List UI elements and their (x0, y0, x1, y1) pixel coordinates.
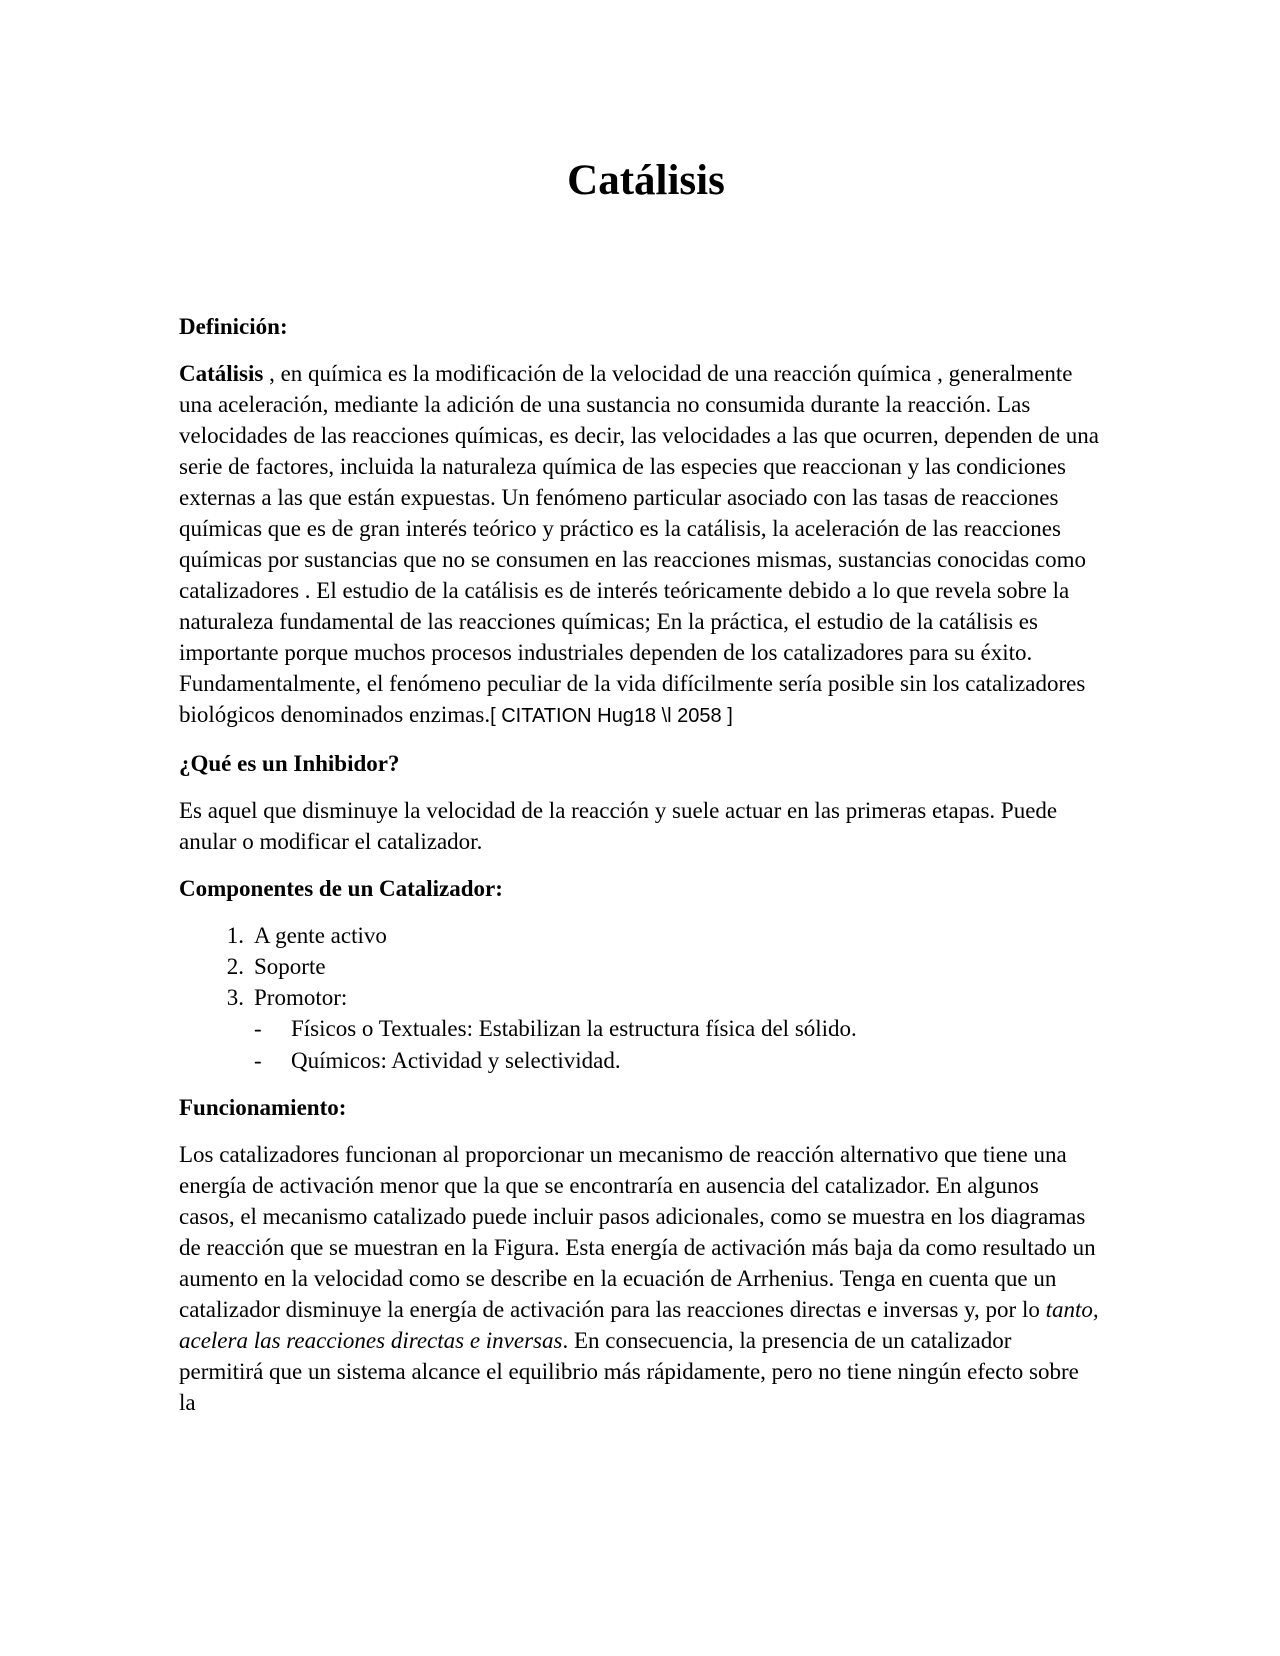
inhibitor-heading: ¿Qué es un Inhibidor? (179, 751, 400, 776)
definition-bold-lead: Catálisis (179, 361, 264, 386)
list-item-label: Promotor: (254, 985, 348, 1010)
list-item (179, 982, 1099, 1013)
list-item (179, 920, 1099, 951)
list-number: 1. (226, 923, 244, 948)
functioning-text-italic: tanto, acelera las reacciones directas e inversas (179, 1297, 1099, 1353)
dash-marker: - (254, 1016, 262, 1041)
sub-list-item-label: Físicos o Textuales: Estabilizan la estructura física del sólido. (291, 1016, 857, 1041)
sub-list-item-label: Químicos: Actividad y selectividad. (291, 1048, 621, 1073)
promotor-sublist (179, 1013, 1099, 1076)
definition-heading: Definición: (179, 314, 288, 339)
document-body (179, 311, 1099, 1418)
citation-field: [ CITATION Hug18 \l 2058 ] (490, 705, 733, 727)
functioning-heading: Funcionamiento: (179, 1095, 347, 1120)
list-number: 2. (226, 954, 244, 979)
list-item-label: Soporte (254, 954, 326, 979)
functioning-paragraph (179, 1139, 1099, 1418)
functioning-text-start: Los catalizadores funcionan al proporcionar un mecanismo de reacción alternativo que tiene una energía de activación menor que la que se encontraría en ausencia del catalizador. En algunos casos, el mecanismo catalizado puede incluir pasos adicionales, como se muestra en los diagramas de reacción que se muestran en la Figura. Esta energía de activación más baja da como resultado un aumento en la velocidad como se describe en la ecuación de Arrhenius. Tenga en cuenta que un catalizador disminuye la energía de activación para las reacciones directas e inversas y, por lo (179, 1142, 1096, 1322)
list-item-label: A gente activo (254, 923, 387, 948)
list-item (179, 951, 1099, 982)
functioning-text-end: . En consecuencia, la presencia de un catalizador permitirá que un sistema alcance el equilibrio más rápidamente, pero no tiene ningún efecto sobre la (179, 1328, 1079, 1415)
document-title: Catálisis (567, 157, 725, 204)
components-list (179, 920, 1099, 1013)
list-number: 3. (226, 985, 244, 1010)
definition-paragraph (179, 358, 1099, 732)
inhibitor-paragraph: Es aquel que disminuye la velocidad de la reacción y suele actuar en las primeras etapas. Puede anular o modificar el catalizador. (179, 798, 1058, 854)
sub-list-item (179, 1013, 1099, 1044)
definition-text: , en química es la modificación de la velocidad de una reacción química , generalmente una aceleración, mediante la adición de una sustancia no consumida durante la reacción. Las velocidades de las reacciones químicas, es decir, las velocidades a las que ocurren, dependen de una serie de factores, incluida la naturaleza química de las especies que reaccionan y las condiciones externas a las que están expuestas. Un fenómeno particular asociado con las tasas de reacciones químicas que es de gran interés teórico y práctico es la catálisis, la aceleración de las reacciones químicas por sustancias que no se consumen en las reacciones mismas, sustancias conocidas como catalizadores . El estudio de la catálisis es de interés teóricamente debido a lo que revela sobre la naturaleza fundamental de las reacciones químicas; En la práctica, el estudio de la catálisis es importante porque muchos procesos industriales dependen de los catalizadores para su éxito. Fundamentalmente, el fenómeno peculiar de la vida difícilmente sería posible sin los catalizadores biológicos denominados enzimas. (179, 361, 1099, 727)
sub-list-item (179, 1045, 1099, 1076)
dash-marker: - (254, 1048, 262, 1073)
components-heading: Componentes de un Catalizador: (179, 876, 503, 901)
